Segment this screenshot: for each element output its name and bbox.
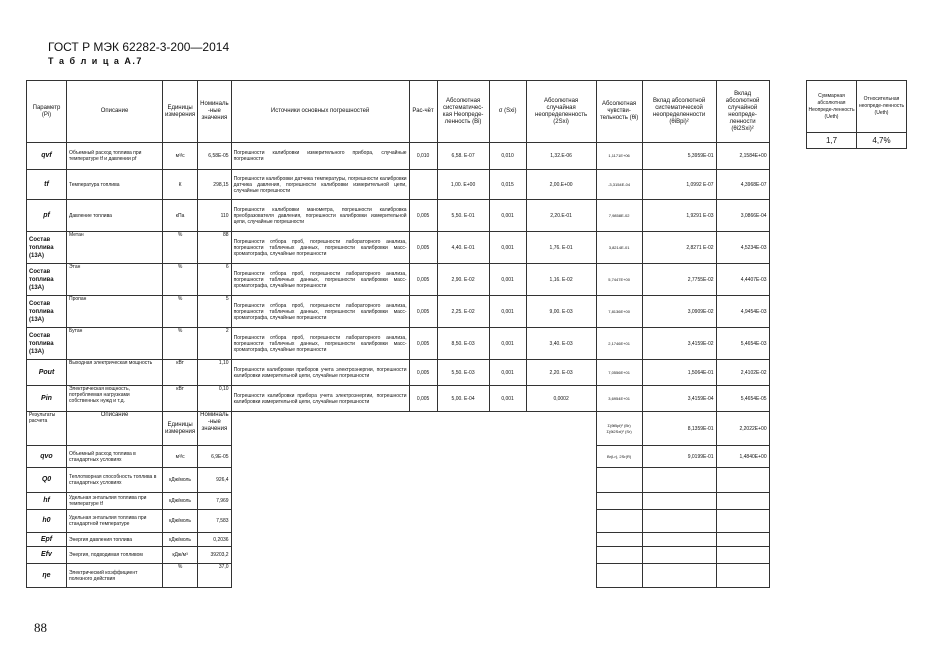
abs-sens-header: Абсолютная чувстви-тельность (θi) — [596, 81, 642, 143]
param-calc: 0,005 — [409, 296, 437, 328]
param-nominal: 88 — [198, 232, 231, 264]
param-sources: Погрешности отбора проб, погрешности лабораторного анализа, погрешности табличных данных, погрешности калибровки масс-хроматографа, случайные погрешности — [231, 232, 409, 264]
param-csys: 3,4159E-02 — [642, 328, 716, 360]
param-theta: -3,3154E-04 — [596, 170, 642, 200]
param-sx: 0,001 — [489, 296, 526, 328]
results-label: Результаты расчета — [27, 412, 67, 446]
results-header-row — [27, 412, 770, 446]
result-unit: кДж/м³ — [163, 547, 198, 564]
param-sx: 0,001 — [489, 264, 526, 296]
param-bi: 5,50. E-03 — [437, 360, 489, 386]
param-desc: Этан — [67, 264, 163, 296]
param-theta: 3,6954E+01 — [596, 386, 642, 412]
param-calc: 0,005 — [409, 386, 437, 412]
result-desc: Теплотворная способность топлива в стандартных условиях — [67, 468, 163, 493]
param-csys: 2,7755E-02 — [642, 264, 716, 296]
result-unit: % — [163, 564, 198, 588]
param-desc: Бутан — [67, 328, 163, 360]
param-symbol: pf — [27, 200, 67, 232]
param-bi: 5,00. E-04 — [437, 386, 489, 412]
param-csys: 5,3959E-01 — [642, 143, 716, 170]
param-desc: Температура топлива — [67, 170, 163, 200]
table-row — [27, 200, 770, 232]
contrib-rand-header: Вклад абсолютной случайной неопреде-ленности (θi2Sxi)² — [716, 81, 769, 143]
param-csys: 2,8271 E-02 — [642, 232, 716, 264]
param-nominal: 6,58E-05 — [198, 143, 231, 170]
param-crand: 4,4407E-03 — [716, 264, 769, 296]
param-crand: 4,9454E-03 — [716, 296, 769, 328]
param-sx: 0,001 — [489, 328, 526, 360]
param-desc: Давление топлива — [67, 200, 163, 232]
result-symbol: Q0 — [27, 468, 67, 493]
param-symbol: Pout — [27, 360, 67, 386]
param-symbol: Состав топлива (13А) — [27, 264, 67, 296]
param-crand: 4,5234E-03 — [716, 232, 769, 264]
param-nominal: 1,10 — [198, 360, 231, 386]
param-rand: 1,16. E-02 — [526, 264, 596, 296]
result-unit: кДж/моль — [163, 493, 198, 510]
result-unit: кДж/моль — [163, 510, 198, 533]
results-nominal-header: Номиналь -ные значения — [198, 412, 231, 446]
result-nominal: 926,4 — [198, 468, 231, 493]
param-header: Параметр (Pi) — [27, 81, 67, 143]
param-calc: 0,005 — [409, 200, 437, 232]
param-desc: Метан — [67, 232, 163, 264]
param-sources: Погрешности отбора проб, погрешности лабораторного анализа, погрешности табличных данных, погрешности калибровки масс-хроматографа, случайные погрешности — [231, 296, 409, 328]
param-unit: кВт — [163, 386, 198, 412]
param-nominal: 5 — [198, 296, 231, 328]
param-unit: % — [163, 264, 198, 296]
param-bi: 5,50. E-01 — [437, 200, 489, 232]
param-unit: К — [163, 170, 198, 200]
param-rand: 3,40. E-03 — [526, 328, 596, 360]
sum-rand: 2,2022E+00 — [716, 412, 769, 446]
page-number: 88 — [34, 620, 47, 635]
result-nominal: 37,0 — [198, 564, 231, 588]
param-theta: 7,9858E-02 — [596, 200, 642, 232]
desc-header: Описание — [67, 81, 163, 143]
abs-sys-header: Абсолютная систематичес-кая Неопреде-ленность (Bi) — [437, 81, 489, 143]
param-crand: 2,4102E-02 — [716, 360, 769, 386]
result-nominal: 7,969 — [198, 493, 231, 510]
header-row — [27, 81, 770, 143]
param-desc: Пропан — [67, 296, 163, 328]
param-symbol: Состав топлива (13А) — [27, 232, 67, 264]
param-theta: 3,8214E-01 — [596, 232, 642, 264]
param-bi: 4,40. E-01 — [437, 232, 489, 264]
param-rand: 0,0002 — [526, 386, 596, 412]
summary-table — [806, 80, 907, 149]
param-sx: 0,001 — [489, 200, 526, 232]
param-csys: 1,9291 E-03 — [642, 200, 716, 232]
table-row — [27, 143, 770, 170]
param-nominal: 298,15 — [198, 170, 231, 200]
param-symbol: Состав топлива (13А) — [27, 328, 67, 360]
contrib-sys-header: Вклад абсолютной систематической неопределенности (θiBpi)² — [642, 81, 716, 143]
table-row — [27, 296, 770, 328]
result-symbol: h0 — [27, 510, 67, 533]
table-title: Т а б л и ц а А.7 — [48, 56, 143, 66]
param-sources: Погрешности калибровки измерительного прибора, случайные погрешности — [231, 143, 409, 170]
param-sx: 0,001 — [489, 386, 526, 412]
result-desc: Энергия, подводимая топливом — [67, 547, 163, 564]
param-calc: 0,005 — [409, 328, 437, 360]
results-desc-header: Описание — [67, 412, 163, 446]
param-sources: Погрешности калибровки приборов учета электроэнергии, погрешности калибровки измерительной цепи, случайные погрешности — [231, 360, 409, 386]
param-bi: 1,00. E+00 — [437, 170, 489, 200]
param-rand: 2,00.E+00 — [526, 170, 596, 200]
table-row — [27, 360, 770, 386]
summary-rel-header: Относительная неопреде-ленность (Ueth) — [857, 81, 907, 133]
nominal-header: Номиналь -ные значения — [198, 81, 231, 143]
param-nominal: 0,10 — [198, 386, 231, 412]
result-v1: 9,0199E-01 — [642, 446, 716, 468]
param-theta: 7,8136E+00 — [596, 296, 642, 328]
param-bi: 8,50. E-03 — [437, 328, 489, 360]
sum-sys: 8,1359E-01 — [642, 412, 716, 446]
param-sx: 0,001 — [489, 232, 526, 264]
param-crand: 2,1584E+00 — [716, 143, 769, 170]
param-bi: 6,58. E-07 — [437, 143, 489, 170]
param-sx: 0,001 — [489, 360, 526, 386]
table-row — [27, 386, 770, 412]
param-desc: Электрическая мощность, потребляемая нагрузками собственных нужд и т.д. — [67, 386, 163, 412]
param-desc: Выходная электрическая мощность — [67, 360, 163, 386]
param-rand: 1,32.E-06 — [526, 143, 596, 170]
param-sx: 0,010 — [489, 143, 526, 170]
result-nominal: 39203,2 — [198, 547, 231, 564]
param-unit: кПа — [163, 200, 198, 232]
param-crand: 5,4654E-05 — [716, 386, 769, 412]
result-desc: Объемный расход топлива в стандартных условиях — [67, 446, 163, 468]
param-sx: 0,015 — [489, 170, 526, 200]
result-symbol: qvo — [27, 446, 67, 468]
result-desc: Электрический коэффициент полезного действия — [67, 564, 163, 588]
summary-abs-value: 1,7 — [807, 133, 857, 149]
param-unit: % — [163, 328, 198, 360]
param-crand: 3,0866E-04 — [716, 200, 769, 232]
param-symbol: Состав топлива (13А) — [27, 296, 67, 328]
param-bi: 2,90. E-02 — [437, 264, 489, 296]
param-sources: Погрешности отбора проб, погрешности лабораторного анализа, погрешности табличных данных, погрешности калибровки масс-хроматографа, случайные погрешности — [231, 328, 409, 360]
param-theta: 2,1746E+01 — [596, 328, 642, 360]
param-unit: м³/с — [163, 143, 198, 170]
result-symbol: Epf — [27, 533, 67, 547]
param-calc — [409, 170, 437, 200]
result-desc: Энергия давления топлива — [67, 533, 163, 547]
result-nominal: 7,583 — [198, 510, 231, 533]
result-unit: м³/с — [163, 446, 198, 468]
result-desc: Удельная энтальпия топлива при температуре tf — [67, 493, 163, 510]
table-row — [27, 170, 770, 200]
param-sources: Погрешности калибровки манометра, погрешности калибровка преобразователя давления, погрешности калибровки измерительной цепи, случайные погрешности — [231, 200, 409, 232]
result-nominal: 0,2036 — [198, 533, 231, 547]
param-csys: 1,5064E-01 — [642, 360, 716, 386]
result-symbol: hf — [27, 493, 67, 510]
param-bi: 2,25. E-02 — [437, 296, 489, 328]
result-v2: 1,4840E+00 — [716, 446, 769, 468]
param-sources: Погрешности калибровки датчика температуры, погрешности калибровки датчика давления, погрешности калибровки измерительной цепи, случайные погрешности — [231, 170, 409, 200]
abs-rand-header: Абсолютная случайная неопределенность (2Sxi) — [526, 81, 596, 143]
param-theta: 1,1171E+06 — [596, 143, 642, 170]
param-unit: кВт — [163, 360, 198, 386]
uncertainty-table — [26, 80, 770, 588]
param-rand: 9,00. E-03 — [526, 296, 596, 328]
param-rand: 2,20. E-03 — [526, 360, 596, 386]
param-unit: % — [163, 296, 198, 328]
units-header: Единицы измерения — [163, 81, 198, 143]
result-symbol: Efv — [27, 547, 67, 564]
param-desc: Объемный расход топлива при температуре tf и давлении pf — [67, 143, 163, 170]
param-csys: 3,4159E-04 — [642, 386, 716, 412]
param-calc: 0,010 — [409, 143, 437, 170]
param-csys: 3,0909E-02 — [642, 296, 716, 328]
param-sources: Погрешности отбора проб, погрешности лабораторного анализа, погрешности табличных данных, погрешности калибровки масс-хроматографа, случайные погрешности — [231, 264, 409, 296]
param-crand: 5,4654E-03 — [716, 328, 769, 360]
param-nominal: 6 — [198, 264, 231, 296]
param-calc: 0,005 — [409, 360, 437, 386]
result-symbol: ηe — [27, 564, 67, 588]
param-calc: 0,005 — [409, 232, 437, 264]
param-unit: % — [163, 232, 198, 264]
param-nominal: 110 — [198, 200, 231, 232]
sum-formula: Σ(θiBpi)² (Br) Σ(θi2Sxi)² (Sr) — [596, 412, 642, 446]
result-nominal: 6,9E-05 — [198, 446, 231, 468]
standard-code: ГОСТ Р МЭК 62282-3-200—2014 — [48, 40, 230, 54]
param-theta: 7,0556E+01 — [596, 360, 642, 386]
result-unit: кДж/моль — [163, 533, 198, 547]
result-formula: Br(Lr), 2Sr(R) — [596, 446, 642, 468]
param-rand: 1,76. E-01 — [526, 232, 596, 264]
sources-header: Источники основных погрешностей — [231, 81, 409, 143]
param-symbol: tf — [27, 170, 67, 200]
sigma-header: σ (Sxi) — [489, 81, 526, 143]
param-calc: 0,005 — [409, 264, 437, 296]
result-unit: кДж/моль — [163, 468, 198, 493]
table-row — [27, 264, 770, 296]
result-desc: Удельная энтальпия топлива при стандартной температуре — [67, 510, 163, 533]
param-rand: 2,20.E-01 — [526, 200, 596, 232]
table-row — [27, 232, 770, 264]
param-csys: 1,0992 E-07 — [642, 170, 716, 200]
summary-rel-value: 4,7% — [857, 133, 907, 149]
param-crand: 4,3968E-07 — [716, 170, 769, 200]
table-row — [27, 328, 770, 360]
summary-abs-header: Суммарная абсолютная Неопреде-ленность (Ueth) — [807, 81, 857, 133]
results-units-header: Единицы измерения — [163, 412, 198, 446]
param-symbol: Pin — [27, 386, 67, 412]
param-theta: 5,7447E+00 — [596, 264, 642, 296]
param-nominal: 2 — [198, 328, 231, 360]
calc-header: Рас-чёт — [409, 81, 437, 143]
param-sources: Погрешности калибровки прибора учета электроэнергии, погрешности калибровки измерительной цепи, случайные погрешности — [231, 386, 409, 412]
param-symbol: qvf — [27, 143, 67, 170]
